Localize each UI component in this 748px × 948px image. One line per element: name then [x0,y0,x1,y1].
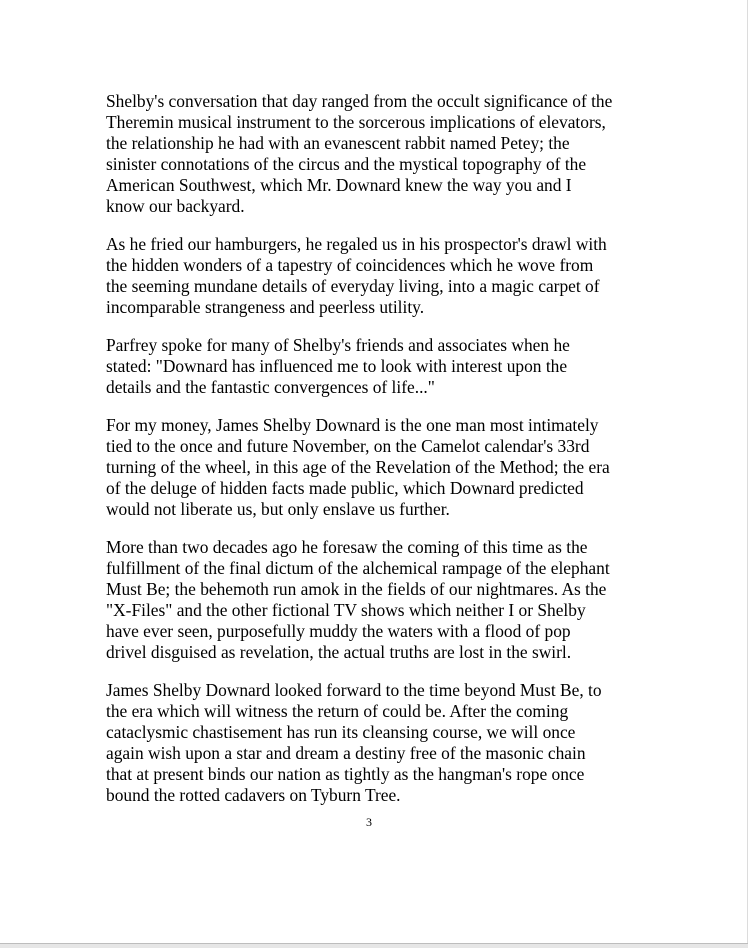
paragraph-6: James Shelby Downard looked forward to the time beyond Must Be, to the era which will witness the return of could be. After the coming cataclysmic chastisement has run its cleansing course, we will once again wish upon a star and dream a destiny free of the masonic chain that at present binds our nation as tightly as the hangman's rope once bound the rotted cadavers on Tyburn Tree. [106,680,602,805]
paragraph-3: Parfrey spoke for many of Shelby's friends and associates when he stated: "Downard has influenced me to look with interest upon the details and the fantastic convergences of life..." [106,335,570,397]
page-body [106,91,646,823]
paragraph-1: Shelby's conversation that day ranged from the occult significance of the Theremin musical instrument to the sorcerous implications of elevators, the relationship he had with an evanescent rabbit named Petey; the sinister connotations of the circus and the mystical topography of the American Southwest, which Mr. Downard knew the way you and I know our backyard. [106,91,613,216]
page-number: 3 [366,815,372,829]
page-bottom-edge [0,943,748,948]
paragraph-2: As he fried our hamburgers, he regaled us in his prospector's drawl with the hidden wonders of a tapestry of coincidences which he wove from the seeming mundane details of everyday living, into a magic carpet of incomparable strangeness and peerless utility. [106,234,607,317]
paragraph-4: For my money, James Shelby Downard is the one man most intimately tied to the once and future November, on the Camelot calendar's 33rd turning of the wheel, in this age of the Revelation of the Method; the era of the deluge of hidden facts made public, which Downard predicted would not liberate us, but only enslave us further. [106,415,610,519]
paragraph-5: More than two decades ago he foresaw the coming of this time as the fulfillment of the final dictum of the alchemical rampage of the elephant Must Be; the behemoth run amok in the fields of our nightmares. As the "X-Files" and the other fictional TV shows which neither I or Shelby have ever seen, purposefully muddy the waters with a flood of pop drivel disguised as revelation, the actual truths are lost in the swirl. [106,537,610,662]
